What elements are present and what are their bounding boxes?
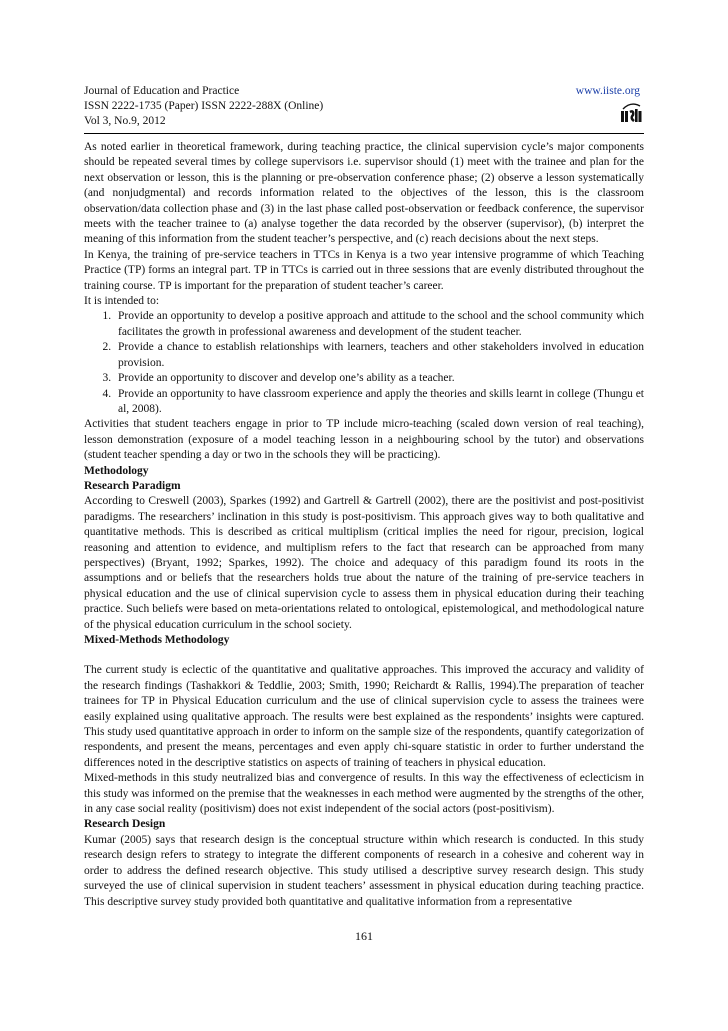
list-item: 2. Provide a chance to establish relationships with learners, teachers and other stakeholders involved in education provision. (114, 340, 644, 371)
volume-line: Vol 3, No.9, 2012 (84, 115, 166, 127)
paragraph: According to Creswell (2003), Sparkes (1992) and Gartrell & Gartrell (2002), there are the positivist and post-positivist paradigms. The researchers’ inclination in this study is post-positivism. This approach gives way to both qualitative and quantitative methods. This is described as critical multiplism (critical implies the need for rigour, precision, logical reasoning and attention to evidence, and multiplism refers to the fact that research can be approached from many perspectives) (Bryant, 1992; Sparkes, 1992). The choice and adequacy of this paradigm found its roots in the assumptions and or beliefs that the researchers holds true about the nature of the training of pre-service teachers in physical education and the use of clinical supervision cycle to assess them in physical education during their teaching practice. Such beliefs were based on meta-orientations related to ontological, epistemological, and methodological nature of the physical education curriculum in the school society. (84, 495, 644, 631)
section-heading: Methodology (84, 464, 149, 477)
subsection-heading: Research Paradigm (84, 479, 181, 492)
subsection-heading: Mixed-Methods Methodology (84, 634, 230, 646)
article-body (84, 140, 644, 910)
spacer (84, 648, 644, 663)
paragraph: Mixed-methods in this study neutralized bias and convergence of results. In this way the effectiveness of eclecticism in this study was informed on the premise that the weaknesses in each method were augmented by the strengths of the other, in any case social reality (positivism) does not exist independent of the social actors (post-positivism). (84, 772, 645, 816)
page-number: 161 (355, 929, 373, 943)
issn-line: ISSN 2222-1735 (Paper) ISSN 2222-288X (Online) (84, 100, 324, 112)
list-item: 4. Provide an opportunity to have classroom experience and apply the theories and skills learnt in college (Thungu et al, 2008). (114, 387, 644, 418)
header-rule (84, 133, 644, 134)
journal-url-link[interactable]: www.iiste.org (575, 85, 640, 97)
list-item: 1. Provide an opportunity to develop a positive approach and attitude to the school and the school community which facilitates the growth in professional awareness and development of the student teacher. (114, 309, 644, 340)
objectives-list (84, 309, 644, 417)
running-header (84, 84, 644, 136)
paragraph: Activities that student teachers engage in prior to TP include micro-teaching (scaled down version of real teaching), lesson demonstration (exposure of a model teaching lesson in a neighbouring school by the tutor) and observations (student teacher spending a day or two in the schools they will be practicing). (84, 418, 644, 462)
subsection-heading: Research Design (84, 818, 166, 831)
paragraph: It is intended to: (84, 295, 160, 308)
paragraph: Kumar (2005) says that research design is the conceptual structure within which research is conducted. In this study research design refers to strategy to integrate the different components of research in a cohesive and coherent way in order to address the defined research objective. This study utilised a descriptive survey research design. This study surveyed the use of clinical supervision in student teachers’ assessment in physical education during teaching practice. This descriptive survey study provided both quantitative and qualitative information from a representative (84, 833, 644, 908)
paragraph: The current study is eclectic of the quantitative and qualitative approaches. This improved the accuracy and validity of the research findings (Tashakkori & Teddlie, 2003; Smith, 1990; Reichardt & Rallis, 1994).The preparation of teacher trainees for TP in Physical Education curriculum and the use of clinical supervision cycle to assess the trainees were easily explained using qualitative approach. The results were best explained as the respondents’ insights were captured. This study used quantitative approach in order to inform on the sample size of the respondents, quantify categorization of respondents, and present the means, percentages and even apply chi-square statistic in order to further understand the differences noted in the descriptive statistics on aspects of training of teachers in physical education. (84, 664, 644, 769)
paragraph: As noted earlier in theoretical framework, during teaching practice, the clinical supervision cycle’s major components should be repeated several times by college supervisors i.e. supervisor should (1) meet with the trainee and plan for the next observation or lesson, this is the planning or pre-observation conference phase; (2) observe a lesson systematically (and nonjudgmental) and records information related to the objectives of the lesson, this is the classroom observation/data collection phase and (3) in the last phase called post-observation or feedback conference, the supervisor meets with the teacher trainee to (a) analyse together the data recorded by the observer (supervisor), (b) interpret the meaning of this information from the student teacher’s perspective, and (c) reach decisions about the next steps. (84, 141, 644, 246)
paragraph: In Kenya, the training of pre-service teachers in TTCs in Kenya is a two year intensive programme of which Teaching Practice (TP) forms an integral part. TP in TTCs is carried out in three sessions that are evenly distributed throughout the training course. TP is important for the preparation of student teacher’s career. (84, 248, 644, 292)
list-item: 3. Provide an opportunity to discover and develop one’s ability as a teacher. (114, 371, 644, 386)
journal-title: Journal of Education and Practice (84, 85, 240, 97)
iiste-logo-icon (620, 101, 642, 123)
